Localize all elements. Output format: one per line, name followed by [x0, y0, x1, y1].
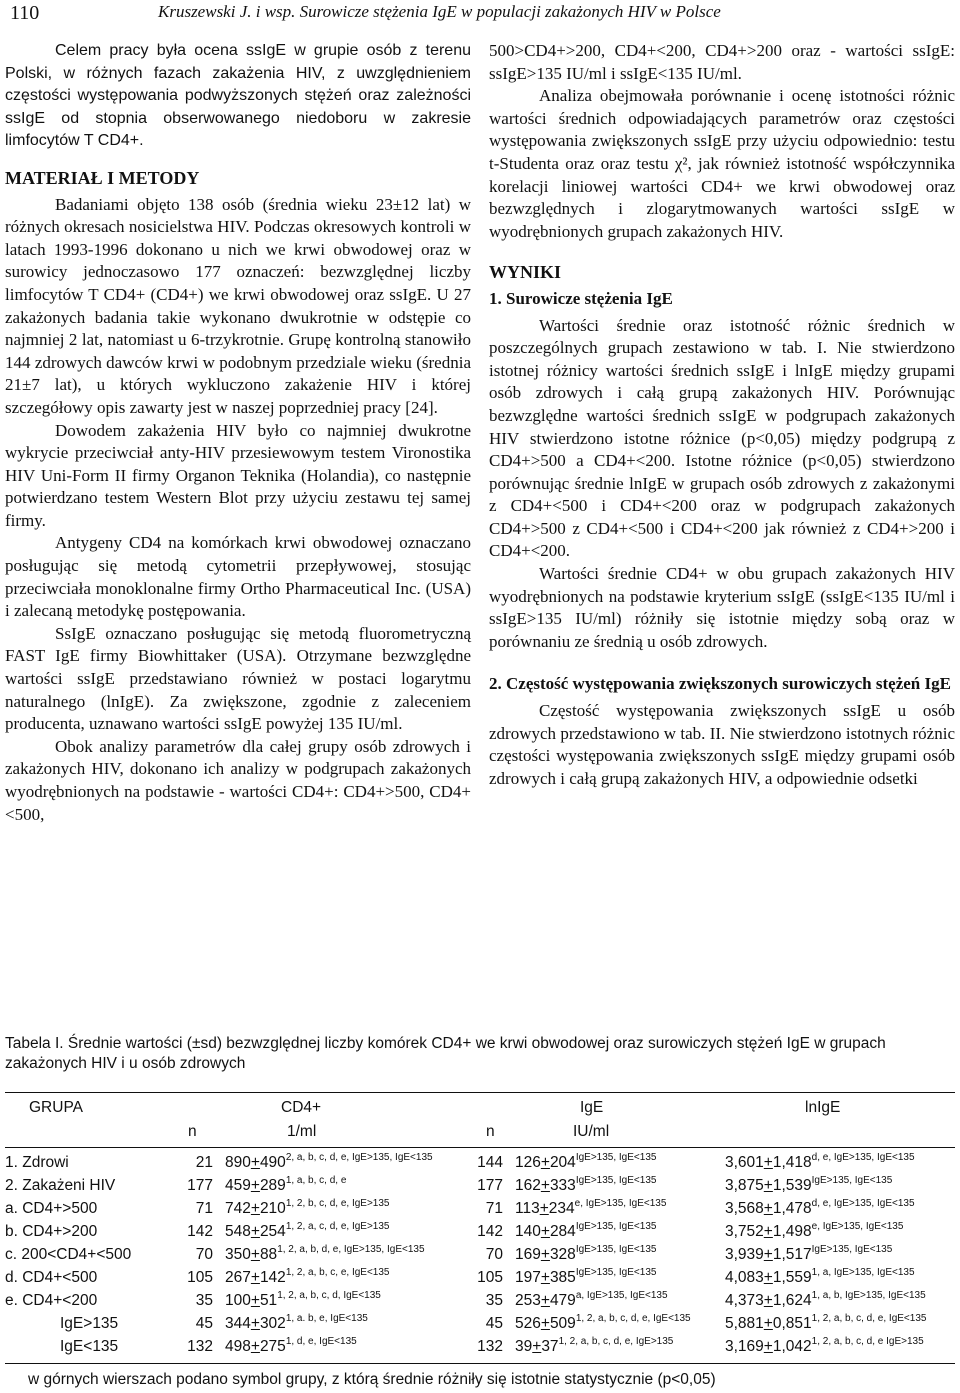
- header-n-ige: n: [486, 1123, 495, 1140]
- row-ige-value: [515, 1154, 656, 1172]
- header-ige: IgE: [580, 1099, 604, 1116]
- row-n-cd4: 105: [187, 1269, 213, 1286]
- plus-minus-sign: +: [532, 1338, 542, 1355]
- row-group-label: b. CD4+>200: [5, 1223, 98, 1240]
- row-n-cd4: 35: [195, 1292, 213, 1309]
- ln-sd: 1,478: [772, 1200, 812, 1217]
- plus-minus-sign: +: [250, 1315, 260, 1332]
- ige-mean: 197: [515, 1269, 541, 1286]
- ln-mean: 3,939: [725, 1246, 764, 1263]
- ln-significance: d, e, IgE>135, IgE<135: [811, 1152, 915, 1163]
- table-header-rule: [5, 1147, 955, 1148]
- plus-minus-sign: +: [763, 1315, 773, 1332]
- cd4-mean: 344: [225, 1315, 251, 1332]
- table-bottom-rule: [5, 1363, 955, 1364]
- plus-minus-sign: +: [763, 1177, 773, 1194]
- row-cd4-value: [225, 1154, 433, 1172]
- row-group-label: 1. Zdrowi: [5, 1154, 69, 1171]
- plus-minus-sign: +: [250, 1246, 260, 1263]
- ige-sd: 479: [549, 1292, 576, 1309]
- cd4-sd: 275: [259, 1338, 286, 1355]
- ige-sd: 385: [549, 1269, 576, 1286]
- row-n-ige: 142: [477, 1223, 503, 1240]
- row-n-ige: 105: [477, 1269, 503, 1286]
- row-group-label: c. 200<CD4+<500: [5, 1246, 132, 1263]
- ln-significance: 1, 2, a, b, c, d, e, IgE<135: [811, 1313, 927, 1324]
- plus-minus-sign: +: [540, 1154, 550, 1171]
- right-column: [489, 40, 955, 790]
- ln-sd: 1,418: [772, 1154, 812, 1171]
- plus-minus-sign: +: [763, 1200, 773, 1217]
- plus-minus-sign: +: [763, 1292, 773, 1309]
- row-ige-value: [515, 1246, 656, 1264]
- row-cd4-value: [225, 1315, 368, 1333]
- subheading-2: 2. Częstość występowania zwiększonych surowiczych stężeń IgE: [489, 674, 951, 694]
- ln-mean: 3,875: [725, 1177, 764, 1194]
- heading-results: WYNIKI: [489, 262, 562, 283]
- ige-mean: 162: [515, 1177, 541, 1194]
- row-ige-value: [515, 1292, 668, 1310]
- table-footnote: w górnych wierszach podano symbol grupy, z którą średnie różniły się istotnie statystycznie (p<0,05): [28, 1371, 716, 1388]
- row-ige-value: [515, 1223, 656, 1241]
- cd4-significance: 1, 2, a, b, c, d, IgE<135: [277, 1290, 381, 1301]
- row-lnige-value: [725, 1292, 926, 1310]
- row-cd4-value: [225, 1269, 390, 1287]
- results-paragraph-1: Wartości średnie oraz istotność różnic średnich w poszczególnych grupach zestawiono w tab. I. Nie stwierdzono istotnej różnicy wartości średnich ssIgE i lnIgE między grupami osób zdrowych i całą grupą zakażonych HIV. Porównując bezwzględne wartości średnich ssIgE w podgrupach zakażonych HIV stwierdzono istotne różnice (p<0,05) między podgrupą z CD4+>500 a CD4+<200. Istotne różnice (p<0,05) stwierdzono porównując średnie lnIgE w grupach osób zdrowych z zakażonymi z CD4+<500 i CD4+<200 oraz w podgrupach zakażonych CD4+>500 z CD4+<500 i CD4+<200 jak również z CD4+>200 i CD4+<200.: [489, 315, 955, 561]
- plus-minus-sign: +: [763, 1154, 773, 1171]
- ln-sd: 1,624: [772, 1292, 812, 1309]
- ln-mean: 3,752: [725, 1223, 764, 1240]
- plus-minus-sign: +: [763, 1269, 773, 1286]
- ige-significance: 1, 2, a, b, c, d, e, IgE<135: [575, 1313, 691, 1324]
- page-header: [10, 0, 950, 30]
- table-top-rule: [5, 1092, 955, 1093]
- ige-sd: 333: [549, 1177, 576, 1194]
- ige-sd: 234: [548, 1200, 575, 1217]
- cd4-mean: 890: [225, 1154, 251, 1171]
- ige-mean: 526: [515, 1315, 541, 1332]
- row-cd4-value: [225, 1338, 357, 1356]
- table-1: [5, 1092, 955, 1364]
- row-n-cd4: 132: [187, 1338, 213, 1355]
- cd4-mean: 498: [225, 1338, 251, 1355]
- methods-paragraph-6: 500>CD4+>200, CD4+<200, CD4+>200 oraz - wartości ssIgE: ssIgE>135 IU/ml i ssIgE<135 IU/ml.: [489, 41, 955, 83]
- ige-significance: a, IgE>135, IgE<135: [575, 1290, 668, 1301]
- plus-minus-sign: +: [539, 1200, 549, 1217]
- subheading-1: 1. Surowicze stężenia IgE: [489, 288, 673, 308]
- ige-mean: 253: [515, 1292, 541, 1309]
- row-n-cd4: 71: [195, 1200, 213, 1217]
- plus-minus-sign: +: [540, 1269, 550, 1286]
- plus-minus-sign: +: [250, 1154, 260, 1171]
- cd4-sd: 142: [259, 1269, 286, 1286]
- row-ige-value: [515, 1200, 666, 1218]
- cd4-sd: 289: [259, 1177, 286, 1194]
- ln-sd: 1,539: [772, 1177, 812, 1194]
- ige-significance: IgE>135, IgE<135: [575, 1244, 657, 1255]
- row-lnige-value: [725, 1200, 915, 1218]
- cd4-mean: 742: [225, 1200, 251, 1217]
- row-ige-value: [515, 1315, 691, 1333]
- methods-paragraph-5: Obok analizy parametrów dla całej grupy osób zdrowych i zakażonych HIV, dokonano ich analizy w podgrupach zakażonych wyodrębnionych na podstawie - wartości CD4+: CD4+>500, CD4+<500,: [5, 736, 471, 824]
- row-n-cd4: 45: [195, 1315, 213, 1332]
- ige-mean: 169: [515, 1246, 541, 1263]
- ln-sd: 1,498: [772, 1223, 812, 1240]
- cd4-sd: 254: [259, 1223, 286, 1240]
- cd4-sd: 88: [259, 1246, 278, 1263]
- cd4-mean: 459: [225, 1177, 251, 1194]
- ige-sd: 284: [549, 1223, 576, 1240]
- ige-significance: 1, 2, a, b, c, d, e, IgE>135: [558, 1336, 674, 1347]
- ln-significance: e, IgE>135, IgE<135: [811, 1221, 904, 1232]
- cd4-significance: 1, 2, a, c, d, e, IgE>135: [285, 1221, 390, 1232]
- cd4-significance: 1, 2, a, b, d, e, IgE>135, IgE<135: [277, 1244, 425, 1255]
- row-n-cd4: 142: [187, 1223, 213, 1240]
- ln-mean: 4,083: [725, 1269, 764, 1286]
- row-n-ige: 71: [485, 1200, 503, 1217]
- row-group-label: 2. Zakażeni HIV: [5, 1177, 116, 1194]
- plus-minus-sign: +: [250, 1269, 260, 1286]
- row-n-ige: 144: [477, 1154, 503, 1171]
- ige-significance: e, IgE>135, IgE<135: [574, 1198, 667, 1209]
- row-n-ige: 177: [477, 1177, 503, 1194]
- cd4-sd: 210: [259, 1200, 286, 1217]
- results-paragraph-3: Częstość występowania zwiększonych ssIgE u osób zdrowych przedstawiono w tab. II. Nie stwierdzono istotnych różnic częstości występowania zwiększonych ssIgE między grupami osób zdrowych i całą grupą zakażonych HIV, a odpowiednie odsetki: [489, 701, 955, 788]
- plus-minus-sign: +: [540, 1177, 550, 1194]
- header-cd4: CD4+: [281, 1099, 322, 1116]
- plus-minus-sign: +: [763, 1223, 773, 1240]
- row-cd4-value: [225, 1246, 425, 1264]
- row-n-ige: 132: [477, 1338, 503, 1355]
- plus-minus-sign: +: [540, 1315, 550, 1332]
- row-lnige-value: [725, 1154, 915, 1172]
- ige-sd: 509: [549, 1315, 576, 1332]
- methods-paragraph-1: Badaniami objęto 138 osób (średnia wieku 23±12 lat) w różnych okresach nosicielstwa HIV. Podczas okresowych kontroli w latach 1993-1996 dokonano u nich we krwi obwodowej oraz w surowicy jednoczasowo 177 oznaczeń: bezwzględnej liczby limfocytów T CD4+ (CD4+) we krwi obwodowej oraz ssIgE. U 27 zakażonych badania takie wykonano dwukrotnie w odstępie co najmniej 2 lat, natomiast u 6-trzykrotnie. Grupę kontrolną stanowiło 144 zdrowych dawców krwi w podobnym przedziale wieku (średnia 21±7 lat), u których wykluczono zakażenie HIV i której szczegółowy opis zawarty jest w naszej poprzedniej pracy [24].: [5, 194, 471, 417]
- ln-significance: 1, a, IgE>135, IgE<135: [811, 1267, 915, 1278]
- header-lnige: lnIgE: [805, 1099, 841, 1116]
- table-caption: Tabela I. Średnie wartości (±sd) bezwzględnej liczby komórek CD4+ we krwi obwodowej oraz surowiczych stężeń IgE w grupach zakażonych HIV i u osób zdrowych: [5, 1035, 886, 1072]
- row-n-ige: 35: [485, 1292, 503, 1309]
- row-group-label: e. CD4+<200: [5, 1292, 98, 1309]
- methods-paragraph-2: Dowodem zakażenia HIV było co najmniej dwukrotne wykrycie przeciwciał anty-HIV przesiewowym testem Vironostika HIV Uni-Form II firmy Organon Teknika (Holandia), co następnie potwierdzano testem Western Blot przy użyciu zestawu tej samej firmy.: [5, 420, 471, 530]
- cd4-significance: 2, a, b, c, d, e, IgE>135, IgE<135: [285, 1152, 433, 1163]
- results-paragraph-2: Wartości średnie CD4+ w obu grupach zakażonych HIV wyodrębnionych na podstawie kryterium ssIgE (ssIgE<135 IU/ml i ssIgE>135 IU/ml) różniły się istotnie między sobą oraz w porównaniu ze średnią u osób zdrowych.: [489, 564, 955, 651]
- ige-significance: IgE>135, IgE<135: [575, 1152, 657, 1163]
- header-cd4-unit: 1/ml: [287, 1123, 317, 1140]
- ige-significance: IgE>135, IgE<135: [575, 1221, 657, 1232]
- methods-paragraph-4: SsIgE oznaczano posługując się metodą fluorometryczną FAST IgE firmy Biowhittaker (USA). Otrzymane bezwzględne wartości ssIgE przedstawiano również w postaci logarytmu naturalnego (lnIgE). Za zwiększone, zgodnie z zaleceniem producenta, uznawano wartości ssIgE powyżej 135 IU/ml.: [5, 623, 471, 734]
- ln-mean: 5,881: [725, 1315, 764, 1332]
- plus-minus-sign: +: [250, 1200, 260, 1217]
- plus-minus-sign: +: [763, 1338, 773, 1355]
- cd4-mean: 100: [225, 1292, 251, 1309]
- plus-minus-sign: +: [250, 1292, 260, 1309]
- ln-mean: 3,601: [725, 1154, 764, 1171]
- row-n-cd4: 177: [187, 1177, 213, 1194]
- ige-sd: 37: [541, 1338, 559, 1355]
- page-number: 110: [10, 2, 40, 24]
- row-lnige-value: [725, 1246, 892, 1264]
- ln-sd: 1,559: [772, 1269, 812, 1286]
- ln-significance: IgE>135, IgE<135: [811, 1175, 893, 1186]
- row-lnige-value: [725, 1177, 892, 1195]
- cd4-sd: 51: [259, 1292, 278, 1309]
- row-group-label: IgE<135: [60, 1338, 119, 1355]
- header-n-cd4: n: [188, 1123, 197, 1140]
- cd4-mean: 350: [225, 1246, 251, 1263]
- ige-mean: 126: [515, 1154, 541, 1171]
- ige-significance: IgE>135, IgE<135: [575, 1267, 657, 1278]
- plus-minus-sign: +: [250, 1177, 260, 1194]
- row-ige-value: [515, 1177, 656, 1195]
- cd4-significance: 1, d, e, IgE<135: [285, 1336, 357, 1347]
- cd4-sd: 490: [259, 1154, 286, 1171]
- plus-minus-sign: +: [250, 1223, 260, 1240]
- row-n-ige: 70: [485, 1246, 503, 1263]
- row-group-label: IgE>135: [60, 1315, 119, 1332]
- row-n-cd4: 70: [195, 1246, 213, 1263]
- plus-minus-sign: +: [763, 1246, 773, 1263]
- header-ige-unit: IU/ml: [573, 1123, 610, 1140]
- ige-mean: 140: [515, 1223, 541, 1240]
- ige-sd: 204: [549, 1154, 576, 1171]
- cd4-significance: 1, a. b, e, IgE<135: [285, 1313, 368, 1324]
- ige-mean: 39: [515, 1338, 533, 1355]
- cd4-significance: 1, 2, b, c, d, e, IgE>135: [285, 1198, 390, 1209]
- ln-significance: 1, a, b, IgE>135, IgE<135: [811, 1290, 926, 1301]
- header-grupa: GRUPA: [29, 1099, 83, 1116]
- row-group-label: a. CD4+>500: [5, 1200, 98, 1217]
- plus-minus-sign: +: [540, 1292, 550, 1309]
- cd4-mean: 267: [225, 1269, 251, 1286]
- ige-significance: IgE>135, IgE<135: [575, 1175, 657, 1186]
- ln-sd: 1,042: [772, 1338, 812, 1355]
- row-lnige-value: [725, 1315, 926, 1333]
- ige-mean: 113: [515, 1200, 540, 1217]
- ln-significance: IgE>135, IgE<135: [811, 1244, 893, 1255]
- ln-sd: 1,517: [772, 1246, 812, 1263]
- cd4-significance: 1, 2, a, b, c, e, IgE<135: [285, 1267, 390, 1278]
- row-lnige-value: [725, 1223, 903, 1241]
- ige-sd: 328: [549, 1246, 576, 1263]
- row-cd4-value: [225, 1177, 346, 1195]
- ln-mean: 4,373: [725, 1292, 764, 1309]
- ln-significance: 1, 2, a, b, c, d, e IgE>135: [811, 1336, 924, 1347]
- row-ige-value: [515, 1338, 673, 1356]
- row-group-label: d. CD4+<500: [5, 1269, 98, 1286]
- row-lnige-value: [725, 1338, 924, 1356]
- cd4-mean: 548: [225, 1223, 251, 1240]
- row-n-cd4: 21: [195, 1154, 213, 1171]
- methods-paragraph-3: Antygeny CD4 na komórkach krwi obwodowej oznaczano posługując się metodą cytometrii przepływowej, stosując przeciwciała monoklonalne firmy Ortho Pharmaceutical Inc. (USA) i zalecaną metodykę postępowania.: [5, 533, 471, 621]
- ln-sd: 0,851: [772, 1315, 812, 1332]
- running-head: Kruszewski J. i wsp. Surowicze stężenia IgE w populacji zakażonych HIV w Polsce: [158, 2, 721, 21]
- row-lnige-value: [725, 1269, 915, 1287]
- plus-minus-sign: +: [540, 1223, 550, 1240]
- ln-significance: d, e, IgE>135, IgE<135: [811, 1198, 915, 1209]
- intro-paragraph: Celem pracy była ocena ssIgE w grupie osób z terenu Polski, w różnych fazach zakażenia HIV, z uwzględnieniem częstości występowania podwyższonych stężeń oraz zależności ssIgE od stopnia obserwowanego niedoboru w zakresie limfocytów T CD4+.: [5, 42, 471, 150]
- plus-minus-sign: +: [250, 1338, 260, 1355]
- heading-methods: MATERIAŁ I METODY: [5, 167, 200, 188]
- row-n-ige: 45: [485, 1315, 503, 1332]
- row-cd4-value: [225, 1292, 381, 1310]
- plus-minus-sign: +: [540, 1246, 550, 1263]
- ln-mean: 3,169: [725, 1338, 764, 1355]
- row-ige-value: [515, 1269, 656, 1287]
- cd4-sd: 302: [259, 1315, 286, 1332]
- row-cd4-value: [225, 1200, 390, 1218]
- methods-paragraph-7: Analiza obejmowała porównanie i ocenę istotności różnic wartości średnich odpowiadających parametrów oraz częstości występowania zwiększonych ssIgE przy użyciu odpowiednio: testu t-Studenta oraz oraz testu χ², jak również istotność współczynnika korelacji liniowej wartości CD4+ we krwi obwodowej oraz bezwzględnych i zlogarytmowanych wartości ssIgE w wyodrębnionych grupach zakażonych HIV.: [489, 86, 955, 241]
- cd4-significance: 1, a, b, c, d, e: [285, 1175, 347, 1186]
- left-column: [5, 40, 471, 826]
- ln-mean: 3,568: [725, 1200, 764, 1217]
- row-cd4-value: [225, 1223, 390, 1241]
